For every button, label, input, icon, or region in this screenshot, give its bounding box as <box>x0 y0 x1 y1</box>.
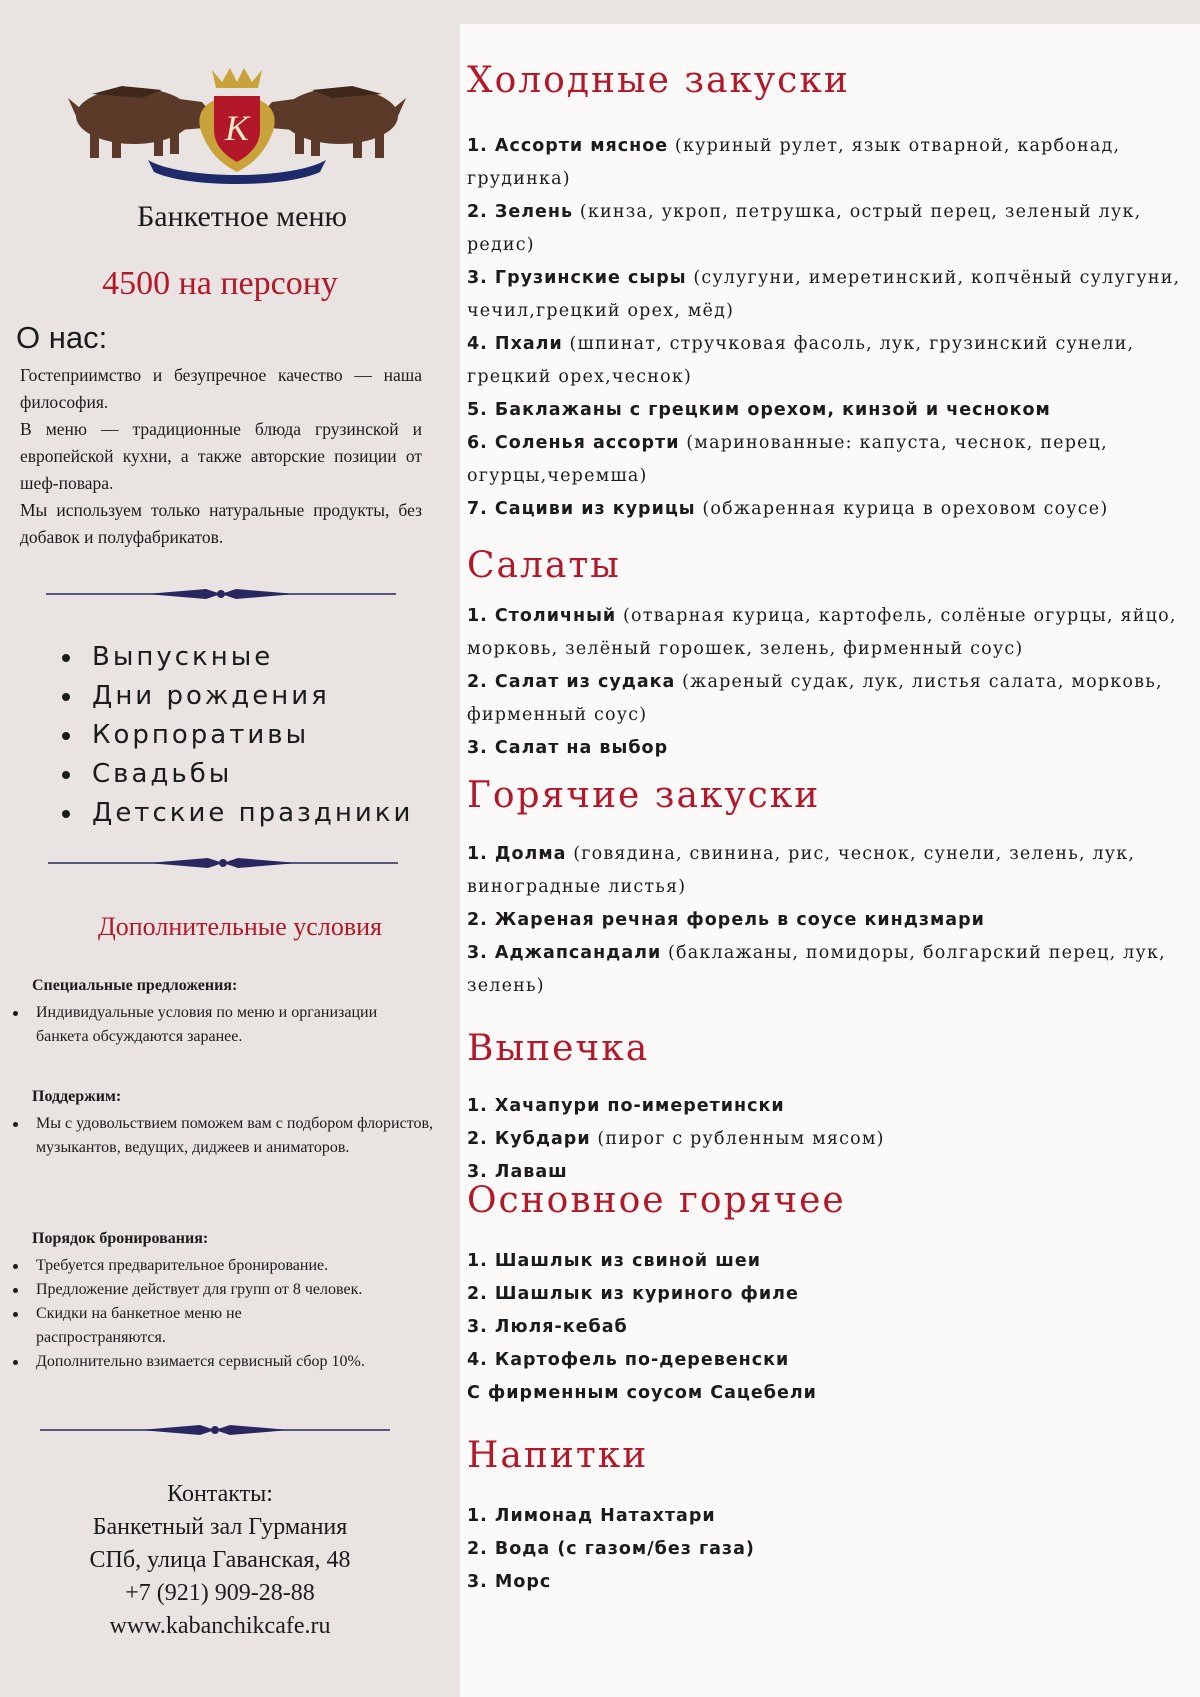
menu-item <box>467 394 1187 427</box>
menu-item <box>467 1278 1187 1311</box>
section-title-cold-appetizers: Холодные закуски <box>467 60 850 101</box>
menu-list-drinks <box>467 1500 1187 1599</box>
menu-item-name: 1. Долма <box>467 844 567 864</box>
menu-item <box>467 732 1187 765</box>
menu-item-name: 1. Ассорти мясное <box>467 136 669 156</box>
menu-item-desc: (баклажаны, помидоры, болгарский перец, лук, зелень) <box>467 943 1166 996</box>
menu-item-desc: (куриный рулет, язык отварной, карбонад, грудинка) <box>467 136 1121 189</box>
condition-items <box>12 1112 442 1160</box>
menu-item-name: 3. Салат на выбор <box>467 738 669 758</box>
menu-item <box>467 427 1187 493</box>
section-title-hot-appetizers: Горячие закуски <box>467 775 821 816</box>
menu-list-hot-appetizers <box>467 838 1187 1003</box>
list-item: Дни рождения <box>60 677 413 716</box>
about-heading: О нас: <box>16 320 108 355</box>
list-item: Скидки на банкетное меню не распространяются. <box>12 1302 306 1350</box>
menu-item-name: 3. Морс <box>467 1572 552 1592</box>
events-list <box>60 638 413 833</box>
condition-title: Порядок бронирования: <box>32 1230 209 1247</box>
menu-item <box>467 130 1187 196</box>
menu-item-desc: (сулугуни, имеретинский, копчёный сулугуни, чечил,грецкий орех, мёд) <box>467 268 1181 321</box>
menu-item <box>467 262 1187 328</box>
menu-item-name: 1. Шашлык из свиной шеи <box>467 1251 761 1271</box>
phone[interactable]: +7 (921) 909-28-88 <box>125 1580 315 1606</box>
about-paragraph: Мы используем только натуральные продукты, без добавок и полуфабрикатов. <box>20 500 422 547</box>
list-item: Выпускные <box>60 638 413 677</box>
menu-item-name: 6. Соленья ассорти <box>467 433 680 453</box>
menu-item <box>467 1123 1187 1156</box>
list-item: Предложение действует для групп от 8 человек. <box>12 1278 458 1302</box>
list-item: Требуется предварительное бронирование. <box>12 1254 458 1278</box>
menu-item-desc: (говядина, свинина, рис, чеснок, сунели, зелень, лук, виноградные листья) <box>467 844 1136 897</box>
menu-item-desc: (маринованные: капуста, чеснок, перец, огурцы,черемша) <box>467 433 1108 486</box>
menu-item-desc: (жареный судак, лук, листья салата, морковь, фирменный соус) <box>467 672 1163 725</box>
menu-item <box>467 1311 1187 1344</box>
venue-name: Банкетный зал Гурмания <box>92 1514 348 1540</box>
menu-item-name: 3. Люля-кебаб <box>467 1317 628 1337</box>
section-title-salads: Салаты <box>467 545 621 586</box>
list-item: Детские праздники <box>60 794 413 833</box>
menu-item-name: 3. Лаваш <box>467 1162 568 1182</box>
menu-item-name: 5. Баклажаны с грецким орехом, кинзой и чесноком <box>467 400 1051 420</box>
menu-item-name: 2. Кубдари <box>467 1129 591 1149</box>
menu-item-name: 2. Зелень <box>467 202 574 222</box>
menu-item-name: 2. Жареная речная форель в соусе киндзмари <box>467 910 985 930</box>
ornament-divider <box>48 855 398 871</box>
section-title-main-course: Основное горячее <box>467 1180 846 1221</box>
menu-item-desc: (обжаренная курица в ореховом соусе) <box>695 499 1109 519</box>
menu-item <box>467 666 1187 732</box>
restaurant-logo <box>62 68 412 188</box>
list-item: Дополнительно взимается сервисный сбор 10%. <box>12 1350 458 1374</box>
contacts <box>0 1478 440 1643</box>
menu-item-desc: (шпинат, стручковая фасоль, лук, грузинский сунели, грецкий орех,чеснок) <box>467 334 1135 387</box>
menu-item-name: 4. Картофель по-деревенски <box>467 1350 790 1370</box>
menu-item-name: 1. Столичный <box>467 606 617 626</box>
ornament-divider <box>40 1422 390 1438</box>
left-boar-icon <box>68 86 218 158</box>
menu-list-cold-appetizers <box>467 130 1187 526</box>
list-item: Корпоративы <box>60 716 413 755</box>
banquet-menu-title: Банкетное меню <box>137 200 347 233</box>
menu-item-name: 1. Хачапури по-имеретински <box>467 1096 785 1116</box>
menu-item <box>467 1344 1187 1377</box>
right-boar-icon <box>256 86 406 158</box>
about-text <box>20 362 422 551</box>
list-item: Мы с удовольствием поможем вам с подбором флористов, музыкантов, ведущих, диджеев и аниматоров. <box>12 1112 442 1160</box>
left-panel <box>0 0 460 1697</box>
section-title-drinks: Напитки <box>467 1435 649 1476</box>
list-item: Индивидуальные условия по меню и организации банкета обсуждаются заранее. <box>12 1001 432 1049</box>
about-paragraph: Гостеприимство и безупречное качество — наша философия. <box>20 365 422 412</box>
ornament-divider <box>46 586 396 602</box>
menu-item <box>467 937 1187 1003</box>
menu-item-name: 1. Лимонад Натахтари <box>467 1506 716 1526</box>
menu-item-desc: (кинза, укроп, петрушка, острый перец, зеленый лук, редис) <box>467 202 1142 255</box>
menu-item <box>467 1245 1187 1278</box>
menu-item <box>467 1500 1187 1533</box>
menu-item-name: 3. Грузинские сыры <box>467 268 687 288</box>
list-item: Свадьбы <box>60 755 413 794</box>
menu-item-name: 2. Шашлык из куриного филе <box>467 1284 799 1304</box>
menu-item-name: 7. Сациви из курицы <box>467 499 696 519</box>
menu-item-desc: (пирог с рубленным мясом) <box>590 1129 885 1149</box>
condition-items <box>12 1001 432 1049</box>
menu-item <box>467 1533 1187 1566</box>
about-paragraph: В меню — традиционные блюда грузинской и европейской кухни, а также авторские позиции от шеф-повара. <box>20 419 422 493</box>
menu-item <box>467 838 1187 904</box>
menu-item <box>467 493 1187 526</box>
menu-item <box>467 328 1187 394</box>
menu-item <box>467 600 1187 666</box>
menu-list-pastry <box>467 1090 1187 1189</box>
price-per-person: 4500 на персону <box>102 265 338 302</box>
section-title-pastry: Выпечка <box>467 1028 650 1069</box>
menu-item <box>467 196 1187 262</box>
svg-text:K: K <box>224 108 250 148</box>
menu-item-name: 2. Салат из судака <box>467 672 676 692</box>
menu-item-desc: (отварная курица, картофель, солёные огурцы, яйцо, морковь, зелёный горошек, зелень, фирменный соус) <box>467 606 1177 659</box>
menu-item <box>467 904 1187 937</box>
menu-list-salads <box>467 600 1187 765</box>
extra-conditions-heading: Дополнительные условия <box>98 912 382 941</box>
address: СПб, улица Гаванская, 48 <box>89 1547 351 1573</box>
menu-item-name: 3. Аджапсандали <box>467 943 662 963</box>
condition-items <box>12 1254 458 1374</box>
menu-item-name: 4. Пхали <box>467 334 563 354</box>
condition-title: Специальные предложения: <box>32 977 238 994</box>
website-link[interactable]: www.kabanchikcafe.ru <box>109 1613 331 1639</box>
menu-list-main-course <box>467 1245 1187 1410</box>
menu-item-name: С фирменным соусом Сацебели <box>467 1383 817 1403</box>
menu-item <box>467 1566 1187 1599</box>
menu-item <box>467 1377 1187 1410</box>
contacts-heading: Контакты: <box>167 1481 273 1507</box>
condition-title: Поддержим: <box>32 1088 122 1105</box>
menu-item-name: 2. Вода (с газом/без газа) <box>467 1539 755 1559</box>
menu-item <box>467 1090 1187 1123</box>
